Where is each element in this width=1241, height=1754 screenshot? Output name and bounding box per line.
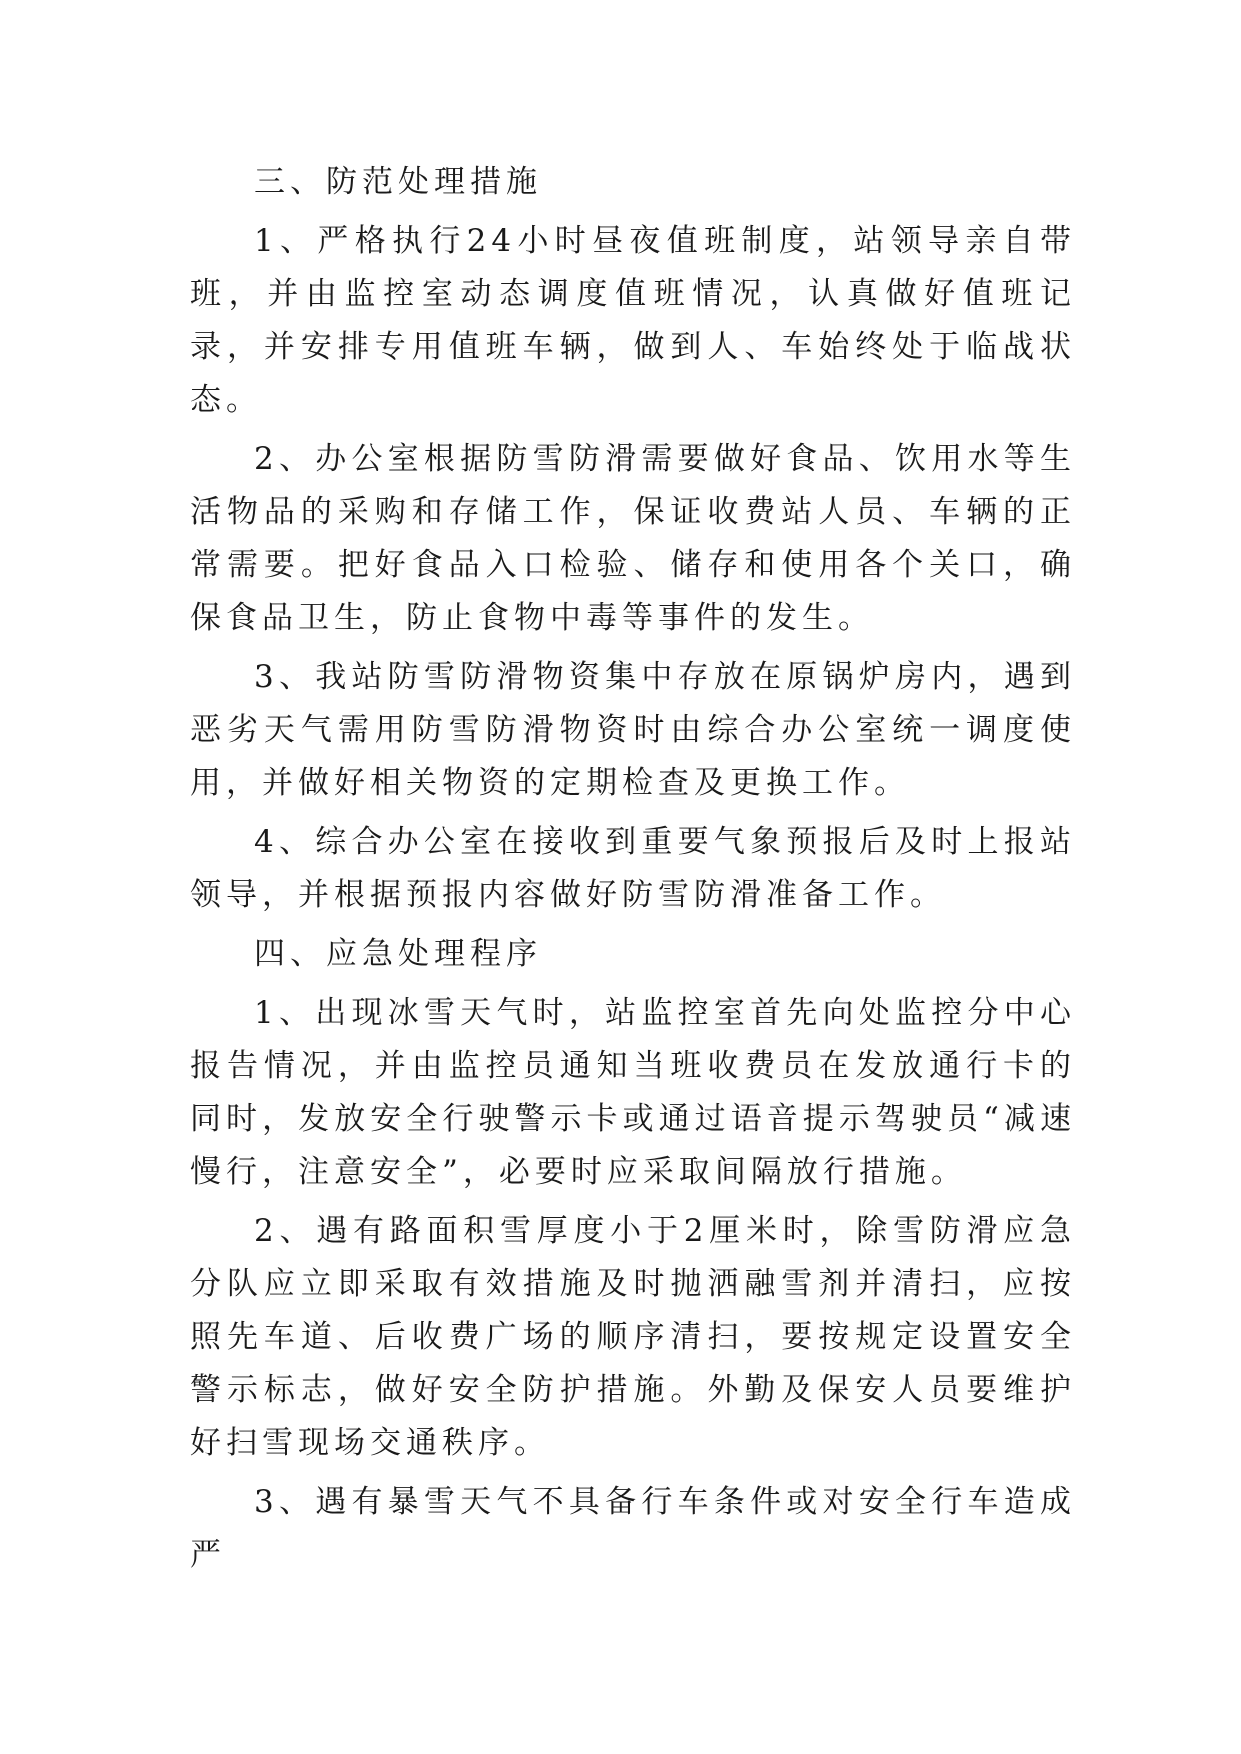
section-heading-prevention: 三、防范处理措施 xyxy=(254,164,542,200)
paragraph: 2、办公室根据防雪防滑需要做好食品、饮用水等生活物品的采购和存储工作，保证收费站人员、车辆的正常需要。把好食品入口检验、储存和使用各个关口，确保食品卫生，防止食物中毒等事件的发生。 xyxy=(190,441,1076,636)
paragraph: 3、我站防雪防滑物资集中存放在原锅炉房内，遇到恶劣天气需用防雪防滑物资时由综合办公室统一调度使用，并做好相关物资的定期检查及更换工作。 xyxy=(190,659,1076,801)
paragraph: 1、严格执行24小时昼夜值班制度，站领导亲自带班，并由监控室动态调度值班情况，认真做好值班记录，并安排专用值班车辆，做到人、车始终处于临战状态。 xyxy=(190,223,1076,418)
paragraph: 2、遇有路面积雪厚度小于2厘米时，除雪防滑应急分队应立即采取有效措施及时抛洒融雪剂并清扫，应按照先车道、后收费广场的顺序清扫，要按规定设置安全警示标志，做好安全防护措施。外勤及保安人员要维护好扫雪现场交通秩序。 xyxy=(190,1213,1076,1461)
section-heading-emergency: 四、应急处理程序 xyxy=(254,936,542,972)
paragraph: 4、综合办公室在接收到重要气象预报后及时上报站领导，并根据预报内容做好防雪防滑准备工作。 xyxy=(190,824,1076,913)
document-body xyxy=(190,156,1076,1588)
paragraph: 3、遇有暴雪天气不具备行车条件或对安全行车造成严 xyxy=(190,1484,1076,1573)
paragraph: 1、出现冰雪天气时，站监控室首先向处监控分中心报告情况，并由监控员通知当班收费员在发放通行卡的同时，发放安全行驶警示卡或通过语音提示驾驶员“减速慢行，注意安全”，必要时应采取间隔放行措施。 xyxy=(190,995,1076,1190)
